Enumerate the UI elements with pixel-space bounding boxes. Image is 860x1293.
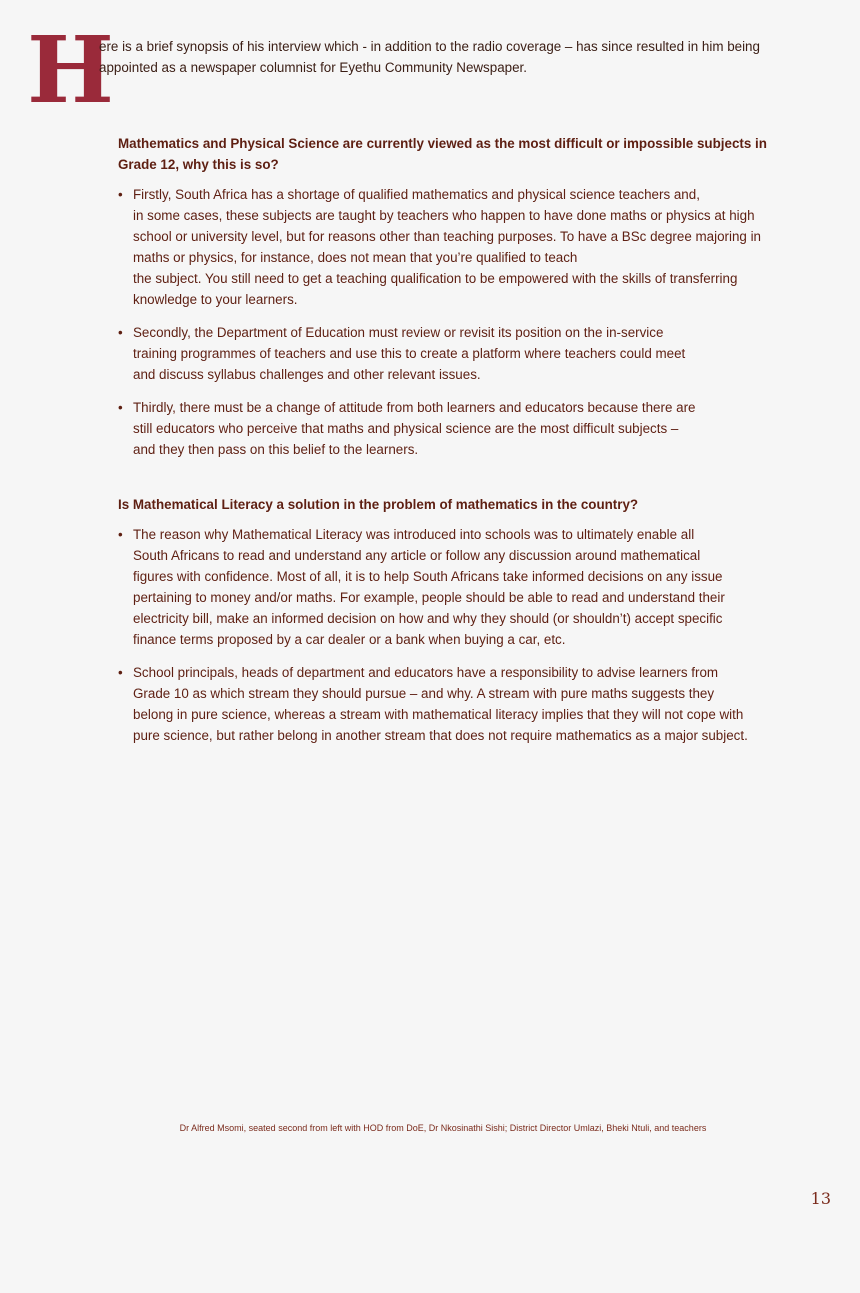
bullet-line: in some cases, these subjects are taught by teachers who happen to have done maths or physics at high <box>133 208 755 223</box>
bullet-line: electricity bill, make an informed decision on how and why they should (or shouldn’t) accept specific <box>133 611 723 626</box>
page-number: 13 <box>810 1189 831 1208</box>
answer-bullet <box>118 184 783 310</box>
bullet-line: finance terms proposed by a car dealer or a bank when buying a car, etc. <box>133 632 566 647</box>
bullet-line: • School principals, heads of department and educators have a responsibility to advise learners from <box>133 665 719 680</box>
bullet-line: maths or physics, for instance, does not mean that you’re qualified to teach <box>133 250 578 265</box>
answer-bullet <box>118 397 783 460</box>
bullet-line: belong in pure science, whereas a stream with mathematical literacy implies that they will not cope with <box>133 707 744 722</box>
bullet-line: the subject. You still need to get a teaching qualification to be empowered with the skills of transferring <box>133 271 738 286</box>
bullet-line: • Firstly, South Africa has a shortage of qualified mathematics and physical science teachers and, <box>133 187 700 202</box>
question-line: Grade 12, why this is so? <box>118 157 279 172</box>
photo-caption: Dr Alfred Msomi, seated second from left with HOD from DoE, Dr Nkosinathi Sishi; District Director Umlazi, Bheki Ntuli, and teachers <box>179 1123 707 1133</box>
answer-bullet <box>118 662 783 746</box>
question-heading <box>118 133 783 175</box>
bullet-line: South Africans to read and understand any article or follow any discussion around mathematical <box>133 548 701 563</box>
bullet-line: figures with confidence. Most of all, it is to help South Africans take informed decisions on any issue <box>133 569 723 584</box>
answer-list <box>118 184 783 460</box>
intro-line: ere is a brief synopsis of his interview which - in addition to the radio coverage – has since resulted in him being <box>99 39 760 54</box>
question-line: Mathematics and Physical Science are currently viewed as the most difficult or impossible subjects in <box>118 136 767 151</box>
question-heading <box>118 494 783 515</box>
bullet-line: • Secondly, the Department of Education must review or revisit its position on the in-service <box>133 325 664 340</box>
question-line: Is Mathematical Literacy a solution in the problem of mathematics in the country? <box>118 497 639 512</box>
bullet-line: training programmes of teachers and use this to create a platform where teachers could meet <box>133 346 686 361</box>
bullet-line: • The reason why Mathematical Literacy was introduced into schools was to ultimately enable all <box>133 527 695 542</box>
intro-paragraph <box>99 36 799 78</box>
answer-bullet <box>118 322 783 385</box>
bullet-line: knowledge to your learners. <box>133 292 298 307</box>
bullet-line: and they then pass on this belief to the learners. <box>133 442 419 457</box>
bullet-line: Grade 10 as which stream they should pursue – and why. A stream with pure maths suggests they <box>133 686 715 701</box>
interview-content <box>118 133 783 758</box>
bullet-line: • Thirdly, there must be a change of attitude from both learners and educators because there are <box>133 400 696 415</box>
bullet-line: and discuss syllabus challenges and other relevant issues. <box>133 367 481 382</box>
bullet-line: pertaining to money and/or maths. For example, people should be able to read and understand their <box>133 590 725 605</box>
answer-list <box>118 524 783 746</box>
bullet-line: still educators who perceive that maths and physical science are the most difficult subjects – <box>133 421 679 436</box>
bullet-line: pure science, but rather belong in another stream that does not require mathematics as a major subject. <box>133 728 748 743</box>
answer-bullet <box>118 524 783 650</box>
drop-cap: H <box>27 16 114 124</box>
bullet-line: school or university level, but for reasons other than teaching purposes. To have a BSc degree majoring in <box>133 229 761 244</box>
intro-line: appointed as a newspaper columnist for Eyethu Community Newspaper. <box>99 60 527 75</box>
